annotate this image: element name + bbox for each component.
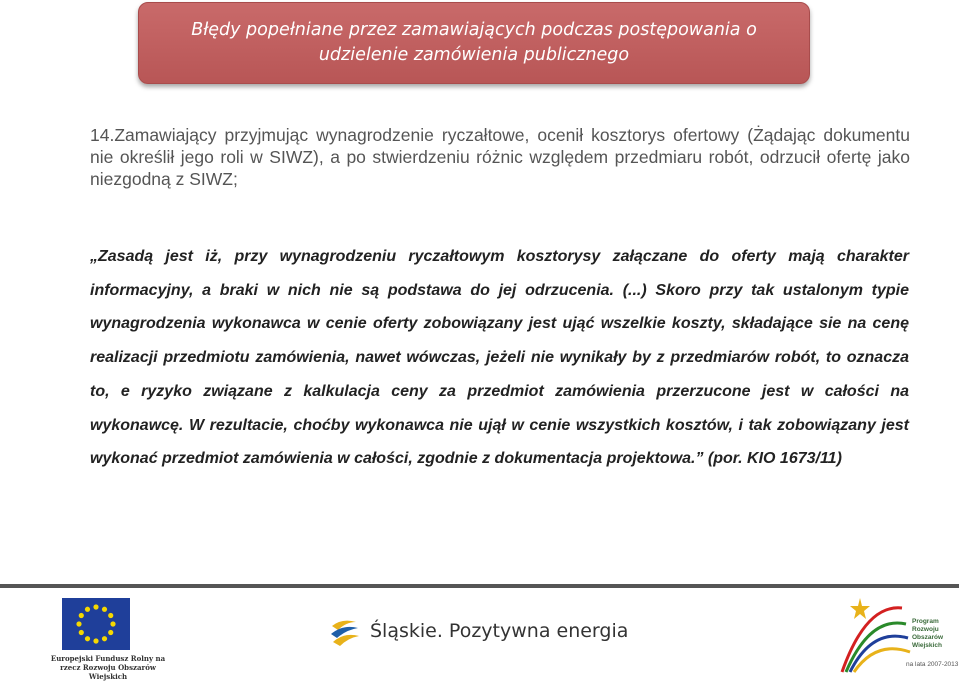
eu-star-icon bbox=[79, 613, 84, 618]
eu-star-icon bbox=[110, 621, 115, 626]
slaskie-logo-icon bbox=[328, 616, 362, 650]
eu-fund-caption: Europejski Fundusz Rolny na rzecz Rozwoju Obszarów Wiejskich bbox=[50, 654, 166, 681]
eu-star-icon bbox=[79, 630, 84, 635]
eu-star-icon bbox=[102, 636, 107, 641]
eu-star-icon bbox=[108, 630, 113, 635]
eu-star-icon bbox=[102, 607, 107, 612]
eu-flag-logo bbox=[62, 598, 130, 650]
prow-years: na lata 2007-2013 bbox=[906, 661, 959, 668]
eu-star-icon bbox=[93, 604, 98, 609]
quote-text: „Zasadą jest iż, przy wynagrodzeniu ryczałtowym kosztorysy załączane do oferty mają charakter informacyjny, a braki w nich nie są podstawa do jej odrzucenia. (...) Skoro przy tak ustalonym typie wynagrodzenia wykonawca w cenie oferty zobowiązany jest ująć wszelkie koszty, składające sie na cenę realizacji przedmiotu zamówienia, nawet wówczas, jeżeli nie wynikały by z przedmiarów robót, to oznacza to, e ryzyko związane z kalkulacja ceny za przedmiot zamówienia przerzucone jest w całości na wykonawcę. W rezultacie, choćby wykonawca nie ujął w cenie wszystkich kosztów, i tak zobowiązany jest wykonać przedmiot zamówienia w całości, zgodnie z dokumentacja projektowa.” (por. KIO 1673/11) bbox=[90, 248, 909, 468]
eu-star-icon bbox=[108, 613, 113, 618]
eu-star-icon bbox=[85, 636, 90, 641]
point-14-text: 14.Zamawiający przyjmując wynagrodzenie ryczałtowe, ocenił kosztorys ofertowy (Żądając dokumentu nie określił jego roli w SIWZ), a po stwierdzeniu różnic względem przedmiaru robót, odrzucił ofertę jako niezgodną z SIWZ; bbox=[90, 125, 910, 189]
eu-star-icon bbox=[76, 621, 81, 626]
eu-star-icon bbox=[93, 638, 98, 643]
slide-title: Błędy popełniane przez zamawiających podczas postępowania o udzielenie zamówienia publicznego bbox=[191, 20, 757, 65]
footer-divider bbox=[0, 584, 959, 588]
slide-title-box bbox=[138, 2, 810, 84]
prow-label: Program Rozwoju Obszarów Wiejskich bbox=[912, 618, 944, 649]
eu-star-icon bbox=[85, 607, 90, 612]
slaskie-slogan: Śląskie. Pozytywna energia bbox=[370, 620, 629, 642]
